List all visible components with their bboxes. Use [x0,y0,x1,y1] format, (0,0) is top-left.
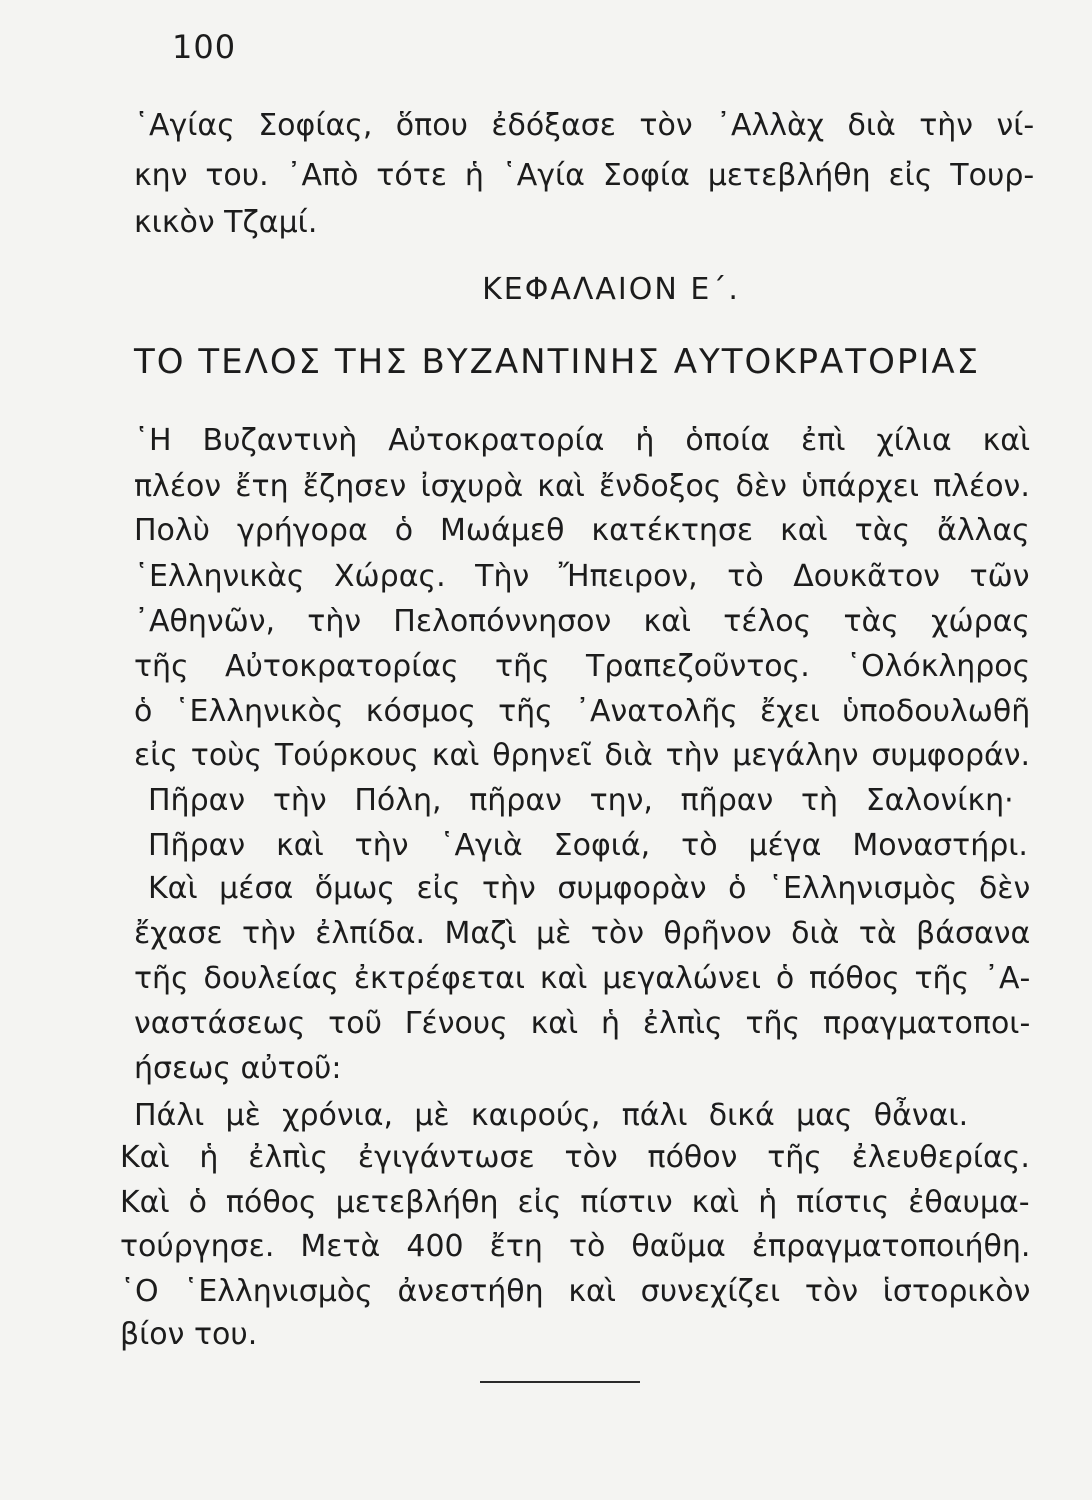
body-line: τούργησε. Μετὰ 400 ἔτη τὸ θαῦμα ἐπραγματοποιήθη. [120,1229,1031,1264]
body-line: ναστάσεως τοῦ Γένους καὶ ἡ ἐλπὶς τῆς πραγματοποι- [134,1006,1031,1041]
body-line: ήσεως αὐτοῦ: [134,1051,342,1086]
intro-line: κην του. ᾿Απὸ τότε ἡ ῾Αγία Σοφία μετεβλήθη εἰς Τουρ- [134,158,1035,193]
section-divider [480,1381,640,1383]
body-line: Πολὺ γρήγορα ὁ Μωάμεθ κατέκτησε καὶ τὰς ἄλλας [134,513,1030,548]
body-line: ἔχασε τὴν ἐλπίδα. Μαζὶ μὲ τὸν θρῆνον διὰ τὰ βάσανα [134,916,1031,951]
body-line: Πῆραν τὴν Πόλη, πῆραν την, πῆραν τὴ Σαλονίκη· [148,783,1014,818]
body-line: τῆς Αὐτοκρατορίας τῆς Τραπεζοῦντος. ῾Ολόκληρος [134,649,1031,684]
body-line: ῾Η Βυζαντινὴ Αὐτοκρατορία ἡ ὁποία ἐπὶ χίλια καὶ [134,423,1031,458]
body-line: ᾿Αθηνῶν, τὴν Πελοπόννησον καὶ τέλος τὰς χώρας [134,604,1030,639]
page-number: 100 [172,28,237,66]
body-line: τῆς δουλείας ἐκτρέφεται καὶ μεγαλώνει ὁ πόθος τῆς ᾿Α- [134,961,1031,996]
body-line: Καὶ μέσα ὅμως εἰς τὴν συμφορὰν ὁ ῾Ελληνισμὸς δὲν [148,871,1031,906]
intro-line: ῾Αγίας Σοφίας, ὅπου ἐδόξασε τὸν ᾿Αλλὰχ διὰ τὴν νί- [134,108,1035,143]
body-line: ῾Ο ῾Ελληνισμὸς ἀνεστήθη καὶ συνεχίζει τὸν ἱστορικὸν [120,1274,1031,1309]
body-line: Πάλι μὲ χρόνια, μὲ καιρούς, πάλι δικά μας θἆναι. [134,1098,969,1133]
body-line: ῾Ελληνικὰς Χώρας. Τὴν Ἤπειρον, τὸ Δουκᾶτον τῶν [134,559,1030,594]
chapter-title: ΤΟ ΤΕΛΟΣ ΤΗΣ ΒΥΖΑΝΤΙΝΗΣ ΑΥΤΟΚΡΑΤΟΡΙΑΣ [134,342,981,382]
body-line: βίον του. [120,1317,258,1352]
body-line: πλέον ἔτη ἔζησεν ἰσχυρὰ καὶ ἔνδοξος δὲν ὑπάρχει πλέον. [134,469,1030,504]
body-line: Πῆραν καὶ τὴν ῾Αγιὰ Σοφιά, τὸ μέγα Μοναστήρι. [148,828,1028,863]
body-line: εἰς τοὺς Τούρκους καὶ θρηνεῖ διὰ τὴν μεγάλην συμφοράν. [134,738,1031,773]
body-line: Καὶ ἡ ἐλπὶς ἐγιγάντωσε τὸν πόθον τῆς ἐλευθερίας. [120,1140,1030,1175]
chapter-heading: ΚΕΦΑΛΑΙΟΝ Ε΄. [482,272,740,307]
intro-line: κικὸν Τζαμί. [134,205,318,240]
body-line: ὁ ῾Ελληνικὸς κόσμος τῆς ᾿Ανατολῆς ἔχει ὑποδουλωθῆ [134,694,1031,729]
body-line: Καὶ ὁ πόθος μετεβλήθη εἰς πίστιν καὶ ἡ πίστις ἐθαυμα- [120,1185,1030,1220]
